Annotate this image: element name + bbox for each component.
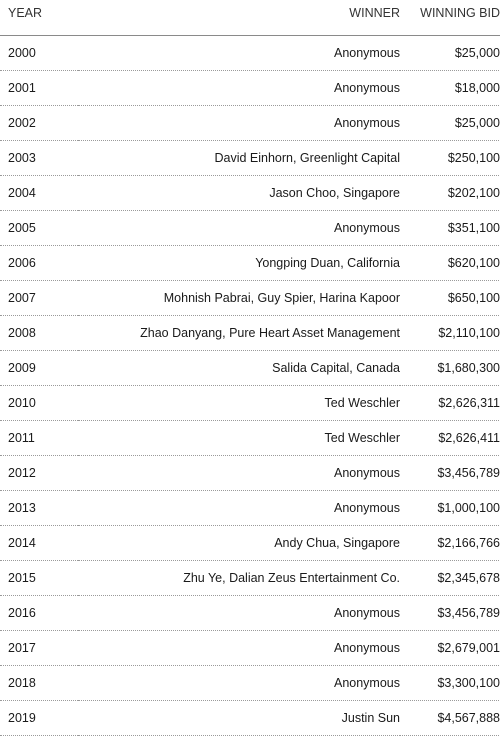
table-body [0, 36, 500, 736]
table-row [0, 71, 500, 106]
cell-year: 2014 [0, 526, 78, 561]
table-row [0, 281, 500, 316]
cell-winner: Anonymous [78, 491, 400, 526]
cell-winning-bid: $351,100 [400, 211, 500, 246]
table-row [0, 596, 500, 631]
cell-year: 2018 [0, 666, 78, 701]
table-row [0, 456, 500, 491]
cell-winner: Zhu Ye, Dalian Zeus Entertainment Co. [78, 561, 400, 596]
cell-year: 2011 [0, 421, 78, 456]
table-row [0, 701, 500, 736]
cell-winner: David Einhorn, Greenlight Capital [78, 141, 400, 176]
cell-winning-bid: $25,000 [400, 36, 500, 71]
table-row [0, 36, 500, 71]
table-row [0, 386, 500, 421]
cell-year: 2007 [0, 281, 78, 316]
cell-winning-bid: $3,456,789 [400, 456, 500, 491]
cell-winning-bid: $2,626,311 [400, 386, 500, 421]
table-row [0, 316, 500, 351]
header-row [0, 0, 500, 36]
cell-year: 2005 [0, 211, 78, 246]
cell-winning-bid: $3,456,789 [400, 596, 500, 631]
cell-winning-bid: $202,100 [400, 176, 500, 211]
cell-year: 2001 [0, 71, 78, 106]
cell-winner: Andy Chua, Singapore [78, 526, 400, 561]
cell-year: 2019 [0, 701, 78, 736]
cell-winner: Justin Sun [78, 701, 400, 736]
cell-winning-bid: $2,110,100 [400, 316, 500, 351]
table-row [0, 421, 500, 456]
cell-year: 2009 [0, 351, 78, 386]
cell-year: 2013 [0, 491, 78, 526]
cell-winning-bid: $650,100 [400, 281, 500, 316]
cell-winner: Mohnish Pabrai, Guy Spier, Harina Kapoor [78, 281, 400, 316]
cell-winning-bid: $4,567,888 [400, 701, 500, 736]
cell-winner: Yongping Duan, California [78, 246, 400, 281]
cell-winning-bid: $250,100 [400, 141, 500, 176]
cell-winning-bid: $2,626,411 [400, 421, 500, 456]
cell-winning-bid: $1,680,300 [400, 351, 500, 386]
cell-winning-bid: $3,300,100 [400, 666, 500, 701]
cell-winner: Anonymous [78, 596, 400, 631]
table-row [0, 176, 500, 211]
cell-year: 2006 [0, 246, 78, 281]
cell-winning-bid: $2,345,678 [400, 561, 500, 596]
cell-winner: Jason Choo, Singapore [78, 176, 400, 211]
table-row [0, 666, 500, 701]
table-row [0, 561, 500, 596]
cell-winning-bid: $18,000 [400, 71, 500, 106]
cell-year: 2002 [0, 106, 78, 141]
table-row [0, 141, 500, 176]
cell-winner: Salida Capital, Canada [78, 351, 400, 386]
table-row [0, 106, 500, 141]
cell-year: 2012 [0, 456, 78, 491]
cell-winning-bid: $25,000 [400, 106, 500, 141]
header-winner: WINNER [78, 0, 400, 36]
cell-year: 2010 [0, 386, 78, 421]
cell-winner: Anonymous [78, 71, 400, 106]
cell-year: 2017 [0, 631, 78, 666]
cell-winner: Anonymous [78, 211, 400, 246]
table-row [0, 351, 500, 386]
table-header [0, 0, 500, 36]
cell-winner: Anonymous [78, 36, 400, 71]
cell-year: 2003 [0, 141, 78, 176]
cell-winner: Anonymous [78, 666, 400, 701]
cell-winning-bid: $620,100 [400, 246, 500, 281]
table-row [0, 246, 500, 281]
cell-winning-bid: $1,000,100 [400, 491, 500, 526]
cell-year: 2015 [0, 561, 78, 596]
cell-year: 2016 [0, 596, 78, 631]
cell-year: 2008 [0, 316, 78, 351]
cell-winner: Ted Weschler [78, 386, 400, 421]
cell-winner: Anonymous [78, 106, 400, 141]
table-row [0, 631, 500, 666]
cell-winner: Anonymous [78, 631, 400, 666]
cell-year: 2004 [0, 176, 78, 211]
cell-winning-bid: $2,679,001 [400, 631, 500, 666]
cell-winner: Ted Weschler [78, 421, 400, 456]
header-year: YEAR [0, 0, 78, 36]
table-row [0, 211, 500, 246]
header-winning-bid: WINNING BID [400, 0, 500, 36]
table-row [0, 491, 500, 526]
cell-winner: Zhao Danyang, Pure Heart Asset Management [78, 316, 400, 351]
cell-winning-bid: $2,166,766 [400, 526, 500, 561]
cell-year: 2000 [0, 36, 78, 71]
table-row [0, 526, 500, 561]
cell-winner: Anonymous [78, 456, 400, 491]
